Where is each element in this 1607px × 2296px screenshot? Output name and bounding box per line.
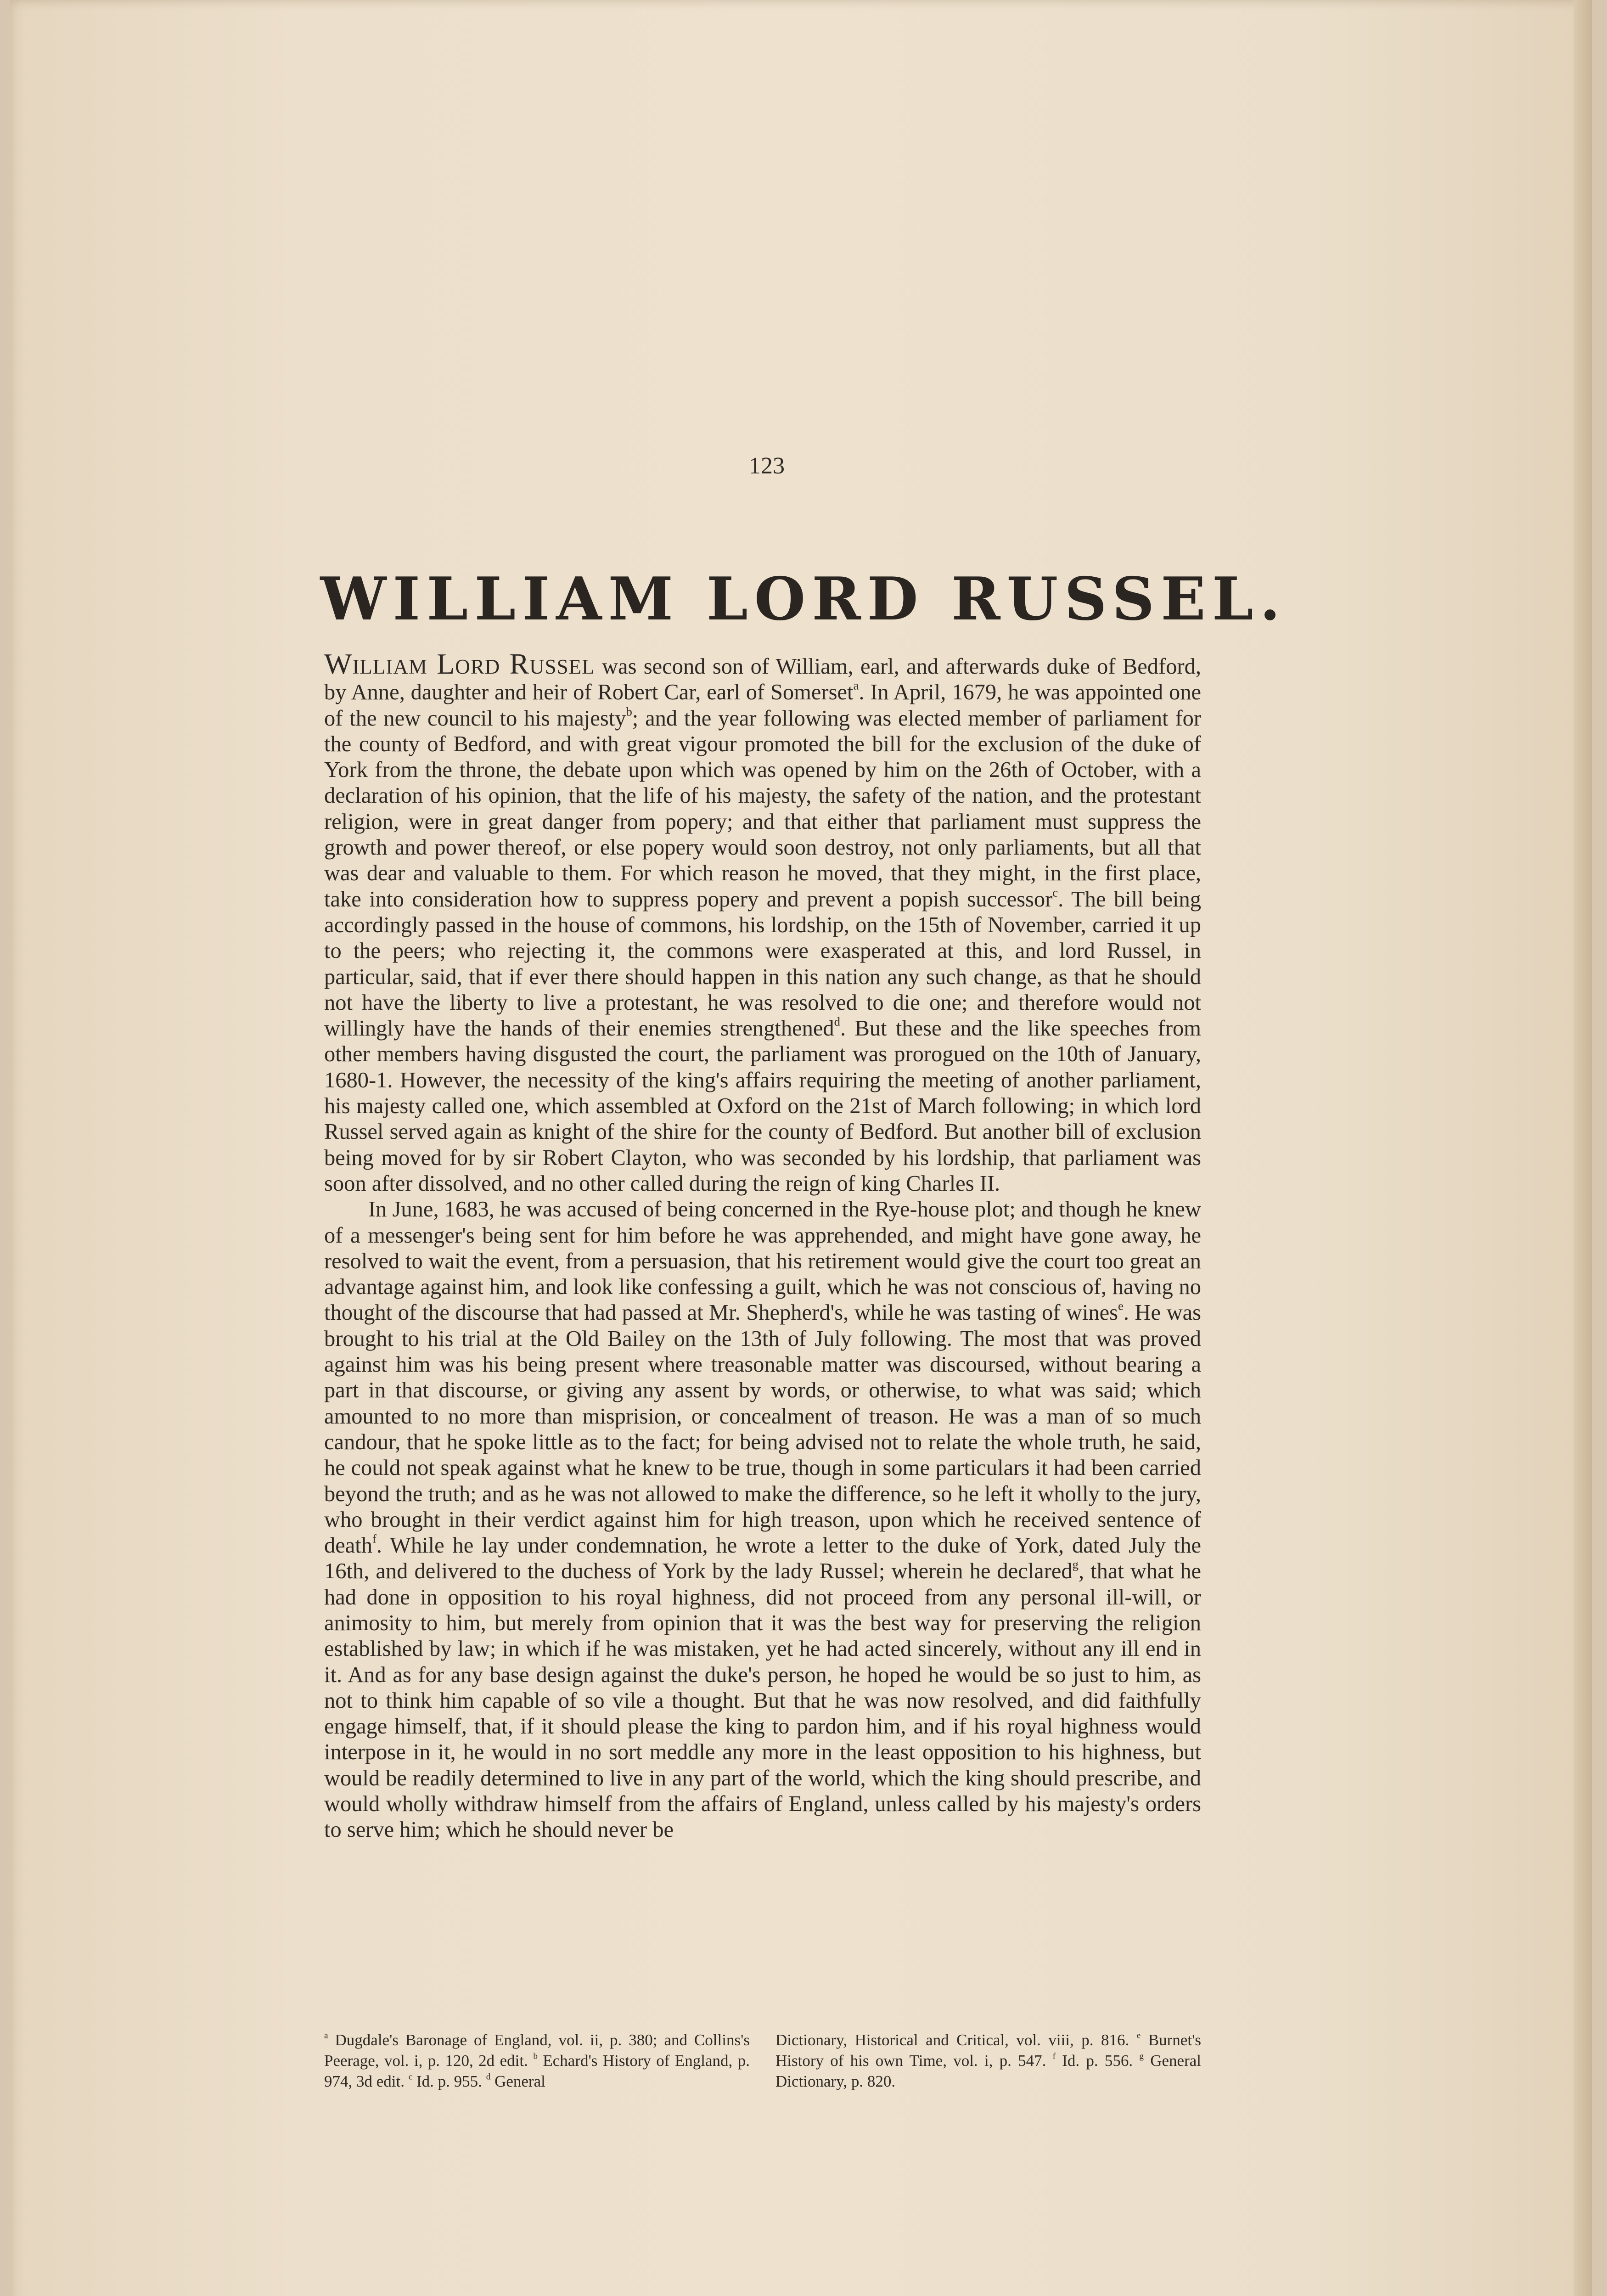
text-run: Burnet's History of his own Time, vol. i, p. 547. <box>775 2031 1201 2070</box>
text-run: . But these and the like speeches from other members having disgusted the court, the parliament was prorogued on the 10th of January, 1680-1. However, the necessity of the king's affairs requiring the meeting of another parliament, his majesty called one, which assembled at Oxford on the 21st of March following; in which lord Russel served again as knight of the shire for the county of Bedford. But another bill of exclusion being moved for by sir Robert Clayton, who was seconded by his lordship, that parliament was soon after dissolved, and no other called during the reign of king Charles II. <box>324 1016 1201 1196</box>
footnote-ref: b <box>533 2051 538 2061</box>
text-run: . While he lay under condemnation, he wrote a letter to the duke of York, dated July the 16th, and delivered to the duchess of York by the lady Russel; wherein he declared <box>324 1533 1201 1584</box>
text-run: In June, 1683, he was accused of being concerned in the Rye-house plot; and though he knew of a messenger's being sent for him before he was apprehended, and might have gone away, he resolved to wait the event, from a persuasion, that his retirement would give the court too great an advantage against him, and look like confessing a guilt, which he was not conscious of, having no thought of the discourse that had passed at Mr. Shepherd's, while he was tasting of wines <box>324 1197 1201 1325</box>
text-run: General <box>490 2072 545 2090</box>
lead-name: William Lord Russel <box>324 647 595 680</box>
text-run: ; and the year following was elected member of parliament for the county of Bedford, and with great vigour promoted the bill for the exclusion of the duke of York from the throne, the debate upon which was opened by him on the 26th of October, with a declaration of his opinion, that the life of his majesty, the safety of the nation, and the protestant religion, were in great danger from popery; and that either that parliament must suppress the growth and power thereof, or else popery would soon destroy, not only parliaments, but all that was dear and valuable to them. For which reason he moved, that they might, in the first place, take into consideration how to suppress popery and prevent a popish successor <box>324 706 1201 912</box>
footnote-ref: f <box>372 1531 376 1546</box>
text-run: Id. p. 955. <box>412 2072 486 2090</box>
page-number: 123 <box>749 453 785 479</box>
footnote-ref: c <box>408 2072 413 2082</box>
paragraph-text <box>324 654 1201 1196</box>
footnote-column <box>324 2030 750 2092</box>
text-run: was second son of William, earl, and afterwards duke of Bedford, by Anne, daughter and heir of Robert Car, earl of Somerset <box>324 654 1201 705</box>
footnote-ref: e <box>1136 2031 1141 2041</box>
footnote-column <box>775 2030 1201 2092</box>
footnote-ref: d <box>486 2072 491 2082</box>
footnote-ref: e <box>1118 1299 1124 1313</box>
text-run: Echard's History of England, p. 974, 3d edit. <box>324 2052 750 2090</box>
footnote-ref: a <box>853 678 859 692</box>
text-run: Dictionary, Historical and Critical, vol. viii, p. 816. <box>775 2031 1137 2049</box>
footnote-ref: g <box>1139 2051 1144 2061</box>
sheet-edge <box>1573 0 1592 2296</box>
text-run: General Dictionary, p. 820. <box>775 2052 1201 2090</box>
footnote-ref: f <box>1052 2051 1056 2061</box>
paragraph <box>324 647 1202 1197</box>
footnote-ref: g <box>1072 1558 1079 1572</box>
text-run: . He was brought to his trial at the Old Bailey on the 13th of July following. The most that was proved against him was his being present where treasonable matter was discoursed, without bearing a part in that discourse, or giving any assent by words, or otherwise, to what was said; which amounted to no more than misprision, or concealment of treason. He was a man of so much candour, that he spoke little as to the fact; for being advised not to relate the whole truth, he said, he could not speak against what he knew to be true, though in some particulars it had been carried beyond the truth; and as he was not allowed to make the difference, so he left it wholly to the jury, who brought in their verdict against him for high treason, upon which he received sentence of death <box>324 1300 1201 1558</box>
article-body <box>324 647 1202 1843</box>
footnote-ref: a <box>324 2031 328 2041</box>
text-run: Id. p. 556. <box>1056 2052 1140 2070</box>
footnote-ref: b <box>626 704 632 719</box>
footnotes <box>324 2030 1201 2092</box>
paragraph <box>324 1197 1201 1843</box>
text-run: Dugdale's Baronage of England, vol. ii, p. 380; and Collins's Peerage, vol. i, p. 120, 2d edit. <box>324 2031 750 2070</box>
footnote-ref: c <box>1052 885 1058 900</box>
text-run: . The bill being accordingly passed in the house of commons, his lordship, on the 15th of November, carried it up to the peers; who rejecting it, the commons were exasperated at this, and lord Russel, in particular, said, that if ever there should happen in this nation any such change, as that he should not have the liberty to live a protestant, he was resolved to die one; and therefore would not willingly have the hands of their enemies strengthened <box>324 887 1202 1041</box>
page-title: WILLIAM LORD RUSSEL. <box>320 565 1287 634</box>
footnote-ref: d <box>834 1014 840 1029</box>
text-run: , that what he had done in opposition to his royal highness, did not proceed from any personal ill-will, or animosity to him, but merely from opinion that it was the best way for preserving the religion established by law; in which if he was mistaken, yet he had acted sincerely, without any ill end in it. And as for any base design against the duke's person, he hoped he would be so just to him, as not to think him capable of so vile a thought. But that he was now resolved, and did faithfully engage himself, that, if it should please the king to pardon him, and if his royal highness would interpose in it, he would in no sort meddle any more in the least opposition to his highness, but would be readily determined to live in any part of the world, which the king should prescribe, and would wholly withdraw himself from the affairs of England, unless called by his majesty's orders to serve him; which he should never be <box>324 1559 1201 1842</box>
text-run: . In April, 1679, he was appointed one of the new council to his majesty <box>324 680 1201 731</box>
